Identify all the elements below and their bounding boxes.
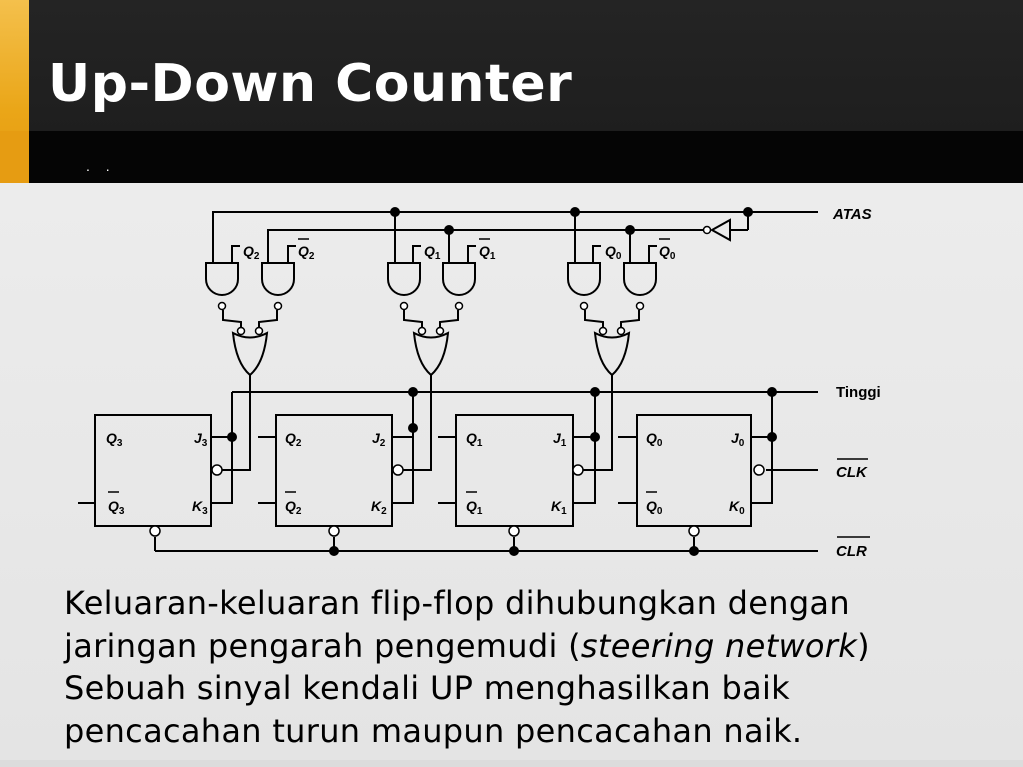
clr-label: CLR — [836, 543, 867, 560]
svg-text:Q0: $Q_0$ — [659, 243, 676, 262]
svg-text:K2: $K_2$ — [371, 498, 387, 517]
svg-text:Q1: $Q_1$ — [424, 243, 441, 262]
svg-text:Q3: $Q_3$ — [106, 430, 123, 449]
and-gate — [206, 263, 238, 295]
inverter — [704, 220, 731, 240]
body-line-3: Sebuah sinyal kendali UP menghasilkan baik — [64, 669, 791, 707]
svg-text:J3: $J_3$ — [194, 430, 208, 449]
clk-label: CLK — [836, 464, 867, 481]
body-line-2-end: ) — [857, 626, 870, 665]
tinggi-label: Tinggi — [836, 384, 881, 401]
svg-text:K3: $K_3$ — [192, 498, 208, 517]
and-gate — [443, 263, 475, 295]
or-gate — [595, 333, 629, 375]
svg-text:Q0: $Q_0$ — [646, 430, 663, 449]
flipflop-pin-labels — [106, 430, 745, 517]
svg-text:Q1: $Q_1$ — [479, 243, 496, 262]
and-gate — [624, 263, 656, 295]
svg-text:Q2: $Q_2$ — [285, 498, 302, 517]
body-line-2 — [64, 625, 994, 668]
svg-text:J1: $J_1$ — [553, 430, 567, 449]
slide-title: Up-Down Counter — [48, 54, 573, 114]
body-paragraph — [64, 582, 994, 752]
svg-text:K1: $K_1$ — [551, 498, 567, 517]
body-line-4: pencacahan turun maupun pencacahan naik. — [64, 711, 803, 750]
and-gate — [568, 263, 600, 295]
or-gate — [414, 333, 448, 375]
atas-label: ATAS — [833, 206, 872, 223]
svg-text:Q1: $Q_1$ — [466, 498, 483, 517]
and-gate — [262, 263, 294, 295]
body-line-2-start: jaringan pengarah pengemudi ( — [64, 626, 581, 665]
svg-text:Q3: $Q_3$ — [108, 498, 125, 517]
svg-text:Q2: $Q_2$ — [243, 243, 260, 262]
body-line-1: Keluaran-keluaran flip-flop dihubungkan dengan — [64, 584, 850, 622]
svg-text:Q2: $Q_2$ — [285, 430, 302, 449]
svg-text:Q0: $Q_0$ — [605, 243, 622, 262]
svg-text:Q0: $Q_0$ — [646, 498, 663, 517]
slide-subtitle: . . — [86, 158, 116, 174]
and-gates — [206, 263, 656, 335]
signal-labels — [832, 206, 881, 560]
or-gate — [233, 333, 267, 375]
gate-input-labels — [243, 239, 676, 262]
svg-text:Q2: $Q_2$ — [298, 243, 315, 262]
svg-text:J0: $J_0$ — [731, 430, 745, 449]
steering-network-term: steering network — [580, 626, 858, 665]
svg-text:J2: $J_2$ — [372, 430, 386, 449]
svg-text:Q1: $Q_1$ — [466, 430, 483, 449]
and-gate — [388, 263, 420, 295]
or-gates — [233, 333, 629, 375]
svg-text:K0: $K_0$ — [729, 498, 745, 517]
